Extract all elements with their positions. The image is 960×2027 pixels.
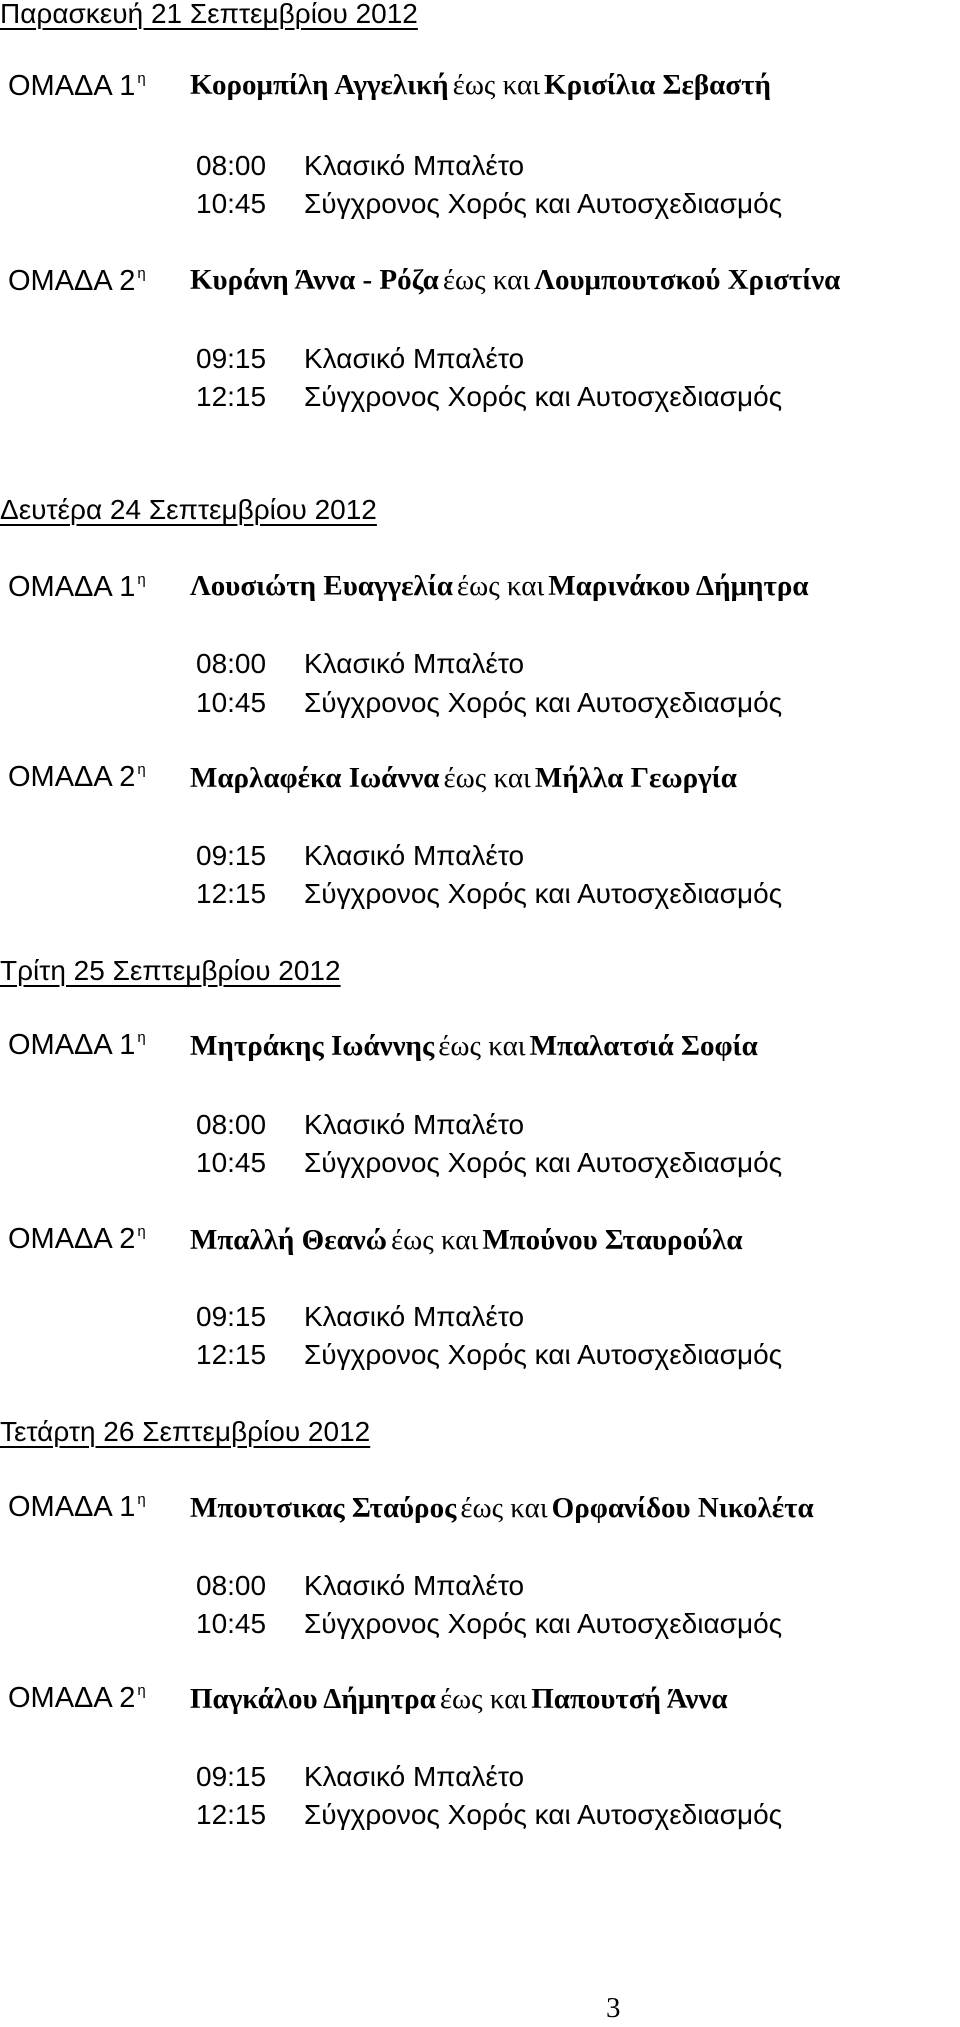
group-label-text: ΟΜΑΔΑ 2 bbox=[8, 1223, 136, 1255]
slot-activity: Σύγχρονος Χορός και Αυτοσχεδιασμός bbox=[304, 1339, 783, 1370]
schedule-slot bbox=[196, 650, 524, 678]
page-number: 3 bbox=[606, 1992, 621, 2024]
group-label-text: ΟΜΑΔΑ 1 bbox=[8, 1029, 136, 1061]
group-ordinal: η bbox=[137, 1682, 146, 1699]
group-name-range bbox=[190, 572, 809, 601]
group-label-text: ΟΜΑΔΑ 1 bbox=[8, 70, 136, 102]
group-label bbox=[8, 1224, 146, 1254]
group-name-range bbox=[190, 1685, 728, 1714]
range-to-name: Μπούνου Σταυρούλα bbox=[482, 1224, 743, 1256]
slot-time: 12:15 bbox=[196, 381, 267, 412]
range-to-name: Μήλλα Γεωργία bbox=[534, 762, 737, 794]
day-header: Δευτέρα 24 Σεπτεμβρίου 2012 bbox=[0, 494, 377, 525]
group-ordinal: η bbox=[137, 1491, 146, 1508]
slot-time: 09:15 bbox=[196, 1761, 267, 1792]
group-ordinal: η bbox=[137, 1029, 146, 1046]
slot-activity: Σύγχρονος Χορός και Αυτοσχεδιασμός bbox=[304, 1608, 783, 1639]
slot-activity: Κλασικό Μπαλέτο bbox=[304, 1109, 525, 1140]
group-label bbox=[8, 1492, 146, 1522]
range-from-name: Κορομπίλη Αγγελική bbox=[190, 69, 449, 101]
group-name-range bbox=[190, 71, 771, 100]
range-from-name: Μπαλλή Θεανώ bbox=[190, 1224, 387, 1256]
range-separator: έως και bbox=[442, 264, 531, 296]
group-ordinal: η bbox=[137, 571, 146, 588]
group-label bbox=[8, 71, 146, 101]
slot-time: 08:00 bbox=[196, 648, 267, 679]
slot-time: 12:15 bbox=[196, 878, 267, 909]
slot-activity: Κλασικό Μπαλέτο bbox=[304, 1761, 525, 1792]
slot-activity: Σύγχρονος Χορός και Αυτοσχεδιασμός bbox=[304, 878, 783, 909]
range-to-name: Μπαλατσιά Σοφία bbox=[529, 1030, 758, 1062]
range-from-name: Λουσιώτη Ευαγγελία bbox=[190, 570, 453, 602]
group-label-text: ΟΜΑΔΑ 1 bbox=[8, 1491, 136, 1523]
group-label bbox=[8, 1030, 146, 1060]
range-separator: έως και bbox=[456, 570, 545, 602]
group-label-text: ΟΜΑΔΑ 1 bbox=[8, 571, 136, 603]
schedule-slot bbox=[196, 152, 524, 180]
schedule-slot bbox=[196, 1341, 782, 1369]
slot-time: 09:15 bbox=[196, 840, 267, 871]
group-name-range bbox=[190, 1226, 743, 1255]
range-to-name: Παπουτσή Άννα bbox=[531, 1683, 728, 1715]
day-header: Τετάρτη 26 Σεπτεμβρίου 2012 bbox=[0, 1416, 371, 1447]
schedule-slot bbox=[196, 689, 782, 717]
range-separator: έως και bbox=[439, 1683, 528, 1715]
day-header: Παρασκευή 21 Σεπτεμβρίου 2012 bbox=[0, 0, 418, 29]
slot-time: 10:45 bbox=[196, 188, 267, 219]
group-name-range bbox=[190, 764, 737, 793]
schedule-slot bbox=[196, 1801, 782, 1829]
slot-time: 10:45 bbox=[196, 1608, 267, 1639]
group-label bbox=[8, 1683, 146, 1713]
group-label bbox=[8, 572, 146, 602]
slot-time: 12:15 bbox=[196, 1339, 267, 1370]
slot-time: 12:15 bbox=[196, 1799, 267, 1830]
schedule-slot bbox=[196, 880, 782, 908]
range-separator: έως και bbox=[452, 69, 541, 101]
group-label-text: ΟΜΑΔΑ 2 bbox=[8, 761, 136, 793]
schedule-slot bbox=[196, 1572, 524, 1600]
slot-activity: Κλασικό Μπαλέτο bbox=[304, 840, 525, 871]
schedule-slot bbox=[196, 1149, 782, 1177]
slot-activity: Κλασικό Μπαλέτο bbox=[304, 150, 525, 181]
slot-time: 09:15 bbox=[196, 1301, 267, 1332]
slot-activity: Σύγχρονος Χορός και Αυτοσχεδιασμός bbox=[304, 1799, 783, 1830]
slot-time: 08:00 bbox=[196, 150, 267, 181]
slot-time: 09:15 bbox=[196, 343, 267, 374]
range-separator: έως και bbox=[443, 762, 531, 794]
group-label bbox=[8, 266, 146, 296]
range-from-name: Παγκάλου Δήμητρα bbox=[190, 1683, 436, 1715]
slot-activity: Σύγχρονος Χορός και Αυτοσχεδιασμός bbox=[304, 381, 783, 412]
group-ordinal: η bbox=[137, 265, 146, 282]
group-label-text: ΟΜΑΔΑ 2 bbox=[8, 1682, 136, 1714]
slot-time: 10:45 bbox=[196, 1147, 267, 1178]
group-ordinal: η bbox=[137, 761, 146, 778]
group-ordinal: η bbox=[137, 70, 146, 87]
group-name-range bbox=[190, 1032, 758, 1061]
range-to-name: Λουμπουτσκού Χριστίνα bbox=[534, 264, 841, 296]
schedule-slot bbox=[196, 1763, 524, 1791]
schedule-slot bbox=[196, 383, 782, 411]
schedule-slot bbox=[196, 1610, 782, 1638]
group-name-range bbox=[190, 1494, 814, 1523]
slot-activity: Κλασικό Μπαλέτο bbox=[304, 343, 525, 374]
range-from-name: Μητράκης Ιωάννης bbox=[190, 1030, 435, 1062]
group-label bbox=[8, 762, 146, 792]
slot-activity: Σύγχρονος Χορός και Αυτοσχεδιασμός bbox=[304, 188, 783, 219]
slot-activity: Σύγχρονος Χορός και Αυτοσχεδιασμός bbox=[304, 1147, 783, 1178]
range-separator: έως και bbox=[390, 1224, 479, 1256]
range-from-name: Κυράνη Άννα - Ρόζα bbox=[190, 264, 439, 296]
slot-time: 08:00 bbox=[196, 1109, 267, 1140]
group-ordinal: η bbox=[137, 1223, 146, 1240]
slot-activity: Σύγχρονος Χορός και Αυτοσχεδιασμός bbox=[304, 687, 783, 718]
group-label-text: ΟΜΑΔΑ 2 bbox=[8, 265, 136, 297]
slot-activity: Κλασικό Μπαλέτο bbox=[304, 1570, 525, 1601]
day-header: Τρίτη 25 Σεπτεμβρίου 2012 bbox=[0, 955, 341, 986]
schedule-slot bbox=[196, 1111, 524, 1139]
slot-time: 08:00 bbox=[196, 1570, 267, 1601]
range-to-name: Ορφανίδου Νικολέτα bbox=[551, 1492, 814, 1524]
schedule-slot bbox=[196, 842, 524, 870]
range-from-name: Μαρλαφέκα Ιωάννα bbox=[190, 762, 440, 794]
schedule-slot bbox=[196, 345, 524, 373]
range-from-name: Μπουτσικας Σταύρος bbox=[190, 1492, 457, 1524]
slot-time: 10:45 bbox=[196, 687, 267, 718]
range-to-name: Μαρινάκου Δήμητρα bbox=[548, 570, 809, 602]
range-separator: έως και bbox=[460, 1492, 548, 1524]
slot-activity: Κλασικό Μπαλέτο bbox=[304, 648, 525, 679]
range-to-name: Κρισίλια Σεβαστή bbox=[544, 69, 771, 101]
group-name-range bbox=[190, 266, 840, 295]
schedule-slot bbox=[196, 190, 782, 218]
range-separator: έως και bbox=[438, 1030, 526, 1062]
schedule-slot bbox=[196, 1303, 524, 1331]
slot-activity: Κλασικό Μπαλέτο bbox=[304, 1301, 525, 1332]
